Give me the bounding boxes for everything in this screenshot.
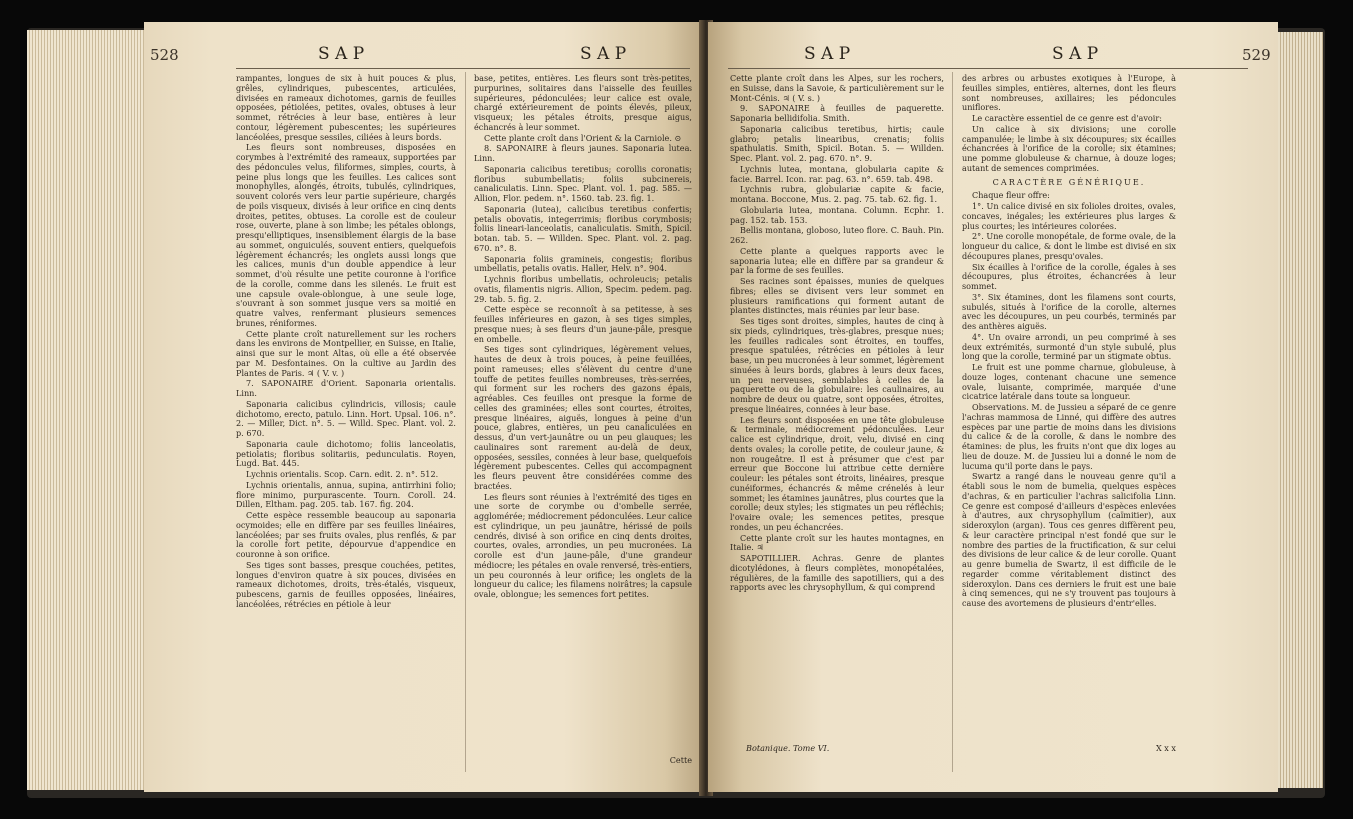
paragraph: Les fleurs sont nombreuses, disposées en corymbes à l'extrémité des rameaux, supportées par des pédoncules velus, filiformes, simples, courts, à peine plus longs que les feuilles. Les calices sont monophylles, alongés, étroits, tubulés, cylindriques, souvent colorés vers leur partie supérieure, chargés de poils visqueux, divisés à leur orifice en cinq dents droites, petites, obtuses. La corolle est de couleur rose, ouverte, plane à son limbe; les pétales oblongs, presqu'elliptiques, insensiblement élargis de la base au sommet, onguiculés, souvent entiers, quelquefois légèrement échancrés; les onglets aussi longs que les calices, munis d'un double appendice à leur sommet, d'où résulte une petite couronne à l'orifice de la corolle, comme dans les silenés. Le fruit est une capsule ovale-oblongue, à une seule loge, s'ouvrant à son sommet jusque vers sa moitié en quatre valves, renfermant plusieurs semences brunes, réniformes. xyxy=(236,142,456,328)
left-running-head-right: S A P xyxy=(580,44,627,64)
signature-box xyxy=(962,744,1176,756)
volume-footer: Botanique. Tome VI. xyxy=(746,744,830,753)
catchword-box xyxy=(474,756,692,768)
paragraph: Un calice à six divisions; une corolle campanulée; le limbe à six découpures; six écailles échancrées à l'orifice de la corolle; six étamines; une pomme globuleuse & charnue, à douze loges; autant de semences comprimées. xyxy=(962,123,1176,173)
left-running-head-left: S A P xyxy=(318,44,365,64)
left-page-stack xyxy=(27,30,147,790)
paragraph: SAPOTILLIER. Achras. Genre de plantes dicotylédones, à fleurs complètes, monopétalées, régulières, de la famille des sapotilliers, qui a des rapports avec les chrysophyllum, & qui comprend xyxy=(730,553,944,593)
left-column-2 xyxy=(474,74,692,754)
paragraph: Chaque fleur offre: xyxy=(972,190,1050,201)
paragraph: Lychnis floribus umbellatis, ochroleucis; petalis ovatis, filamentis nigris. Allion, Specim. pedem. pag. 29. tab. 5. fig. 2. xyxy=(474,274,692,304)
paragraph: Saponaria foliis gramineis, congestis; floribus umbellatis, petalis ovatis. Haller, Helv. n°. 904. xyxy=(474,253,692,274)
paragraph: Bellis montana, globoso, luteo flore. C. Bauh. Pin. 262. xyxy=(730,225,944,245)
paragraph: Observations. M. de Jussieu a séparé de ce genre l'achras mammosa de Linné, qui diffère des autres espèces par une partie de moins dans les divisions du calice & de la corolle, & dans le nombre des étamines: de plus, les fruits n'ont que dix loges au lieu de douze. M. de Jussieu lui a donné le nom de lucuma qu'il porte dans le pays. xyxy=(962,402,1176,471)
paragraph: 8. SAPONAIRE à fleurs jaunes. Saponaria lutea. Linn. xyxy=(474,143,692,163)
signature-mark: X x x xyxy=(1155,744,1176,753)
paragraph: Saponaria calicibus teretibus, hirtis; caule glabro; petalis linearibus, crenatis; foliis spathulatis. Smith, Spicil. Botan. 5. — Willden. Spec. Plant. vol. 2. pag. 670. n°. 9. xyxy=(730,123,944,163)
paragraph: Lychnis lutea, montana, globularia capite & facie. Barrel. Icon. rar. pag. 63. n°. 659. tab. 498. xyxy=(730,163,944,184)
paragraph: Cette plante a quelques rapports avec le saponaria lutea; elle en diffère par sa grandeur & par la forme de ses feuilles. xyxy=(730,245,944,276)
paragraph: 4°. Un ovaire arrondi, un peu comprimé à ses deux extrémités, surmonté d'un style subulé, plus long que la corolle, terminé par un stigmate obtus. xyxy=(962,331,1176,362)
paragraph: Saponaria caule dichotomo; foliis lanceolatis, petiolatis; floribus solitariis, pedunculatis. Royen, Lugd. Bat. 445. xyxy=(236,438,456,469)
paragraph: Six écailles à l'orifice de la corolle, égales à ses découpures, plus étroites, échancrées à leur sommet. xyxy=(962,261,1176,291)
right-column-1 xyxy=(730,74,944,742)
paragraph: Ses racines sont épaisses, munies de quelques fibres; elles se divisent vers leur sommet en plusieurs ramifications qui forment autant de plantes distinctes, mais réunies par leur base. xyxy=(730,276,944,316)
paragraph: Ses tiges sont cylindriques, légèrement velues, hautes de deux à trois pouces, à peine feuillées, point rameuses; elles s'élèvent du centre d'une touffe de petites feuilles nombreuses, très-serrées, qui forment sur les rochers des gazons épais, agréables. Ces feuilles ont presque la forme de celles des graminées; elles sont courtes, étroites, presque linéaires, aiguës, longues à peine d'un pouce, glabres, entières, un peu canaliculées en dessus, d'un vert-jaunâtre ou un peu glauques; les caulinaires sont rarement au-delà de deux, opposées, sessiles, connées à leur base, quelquefois légèrement pubescentes. Celles qui accompagnent les fleurs peuvent être considérées comme des bractées. xyxy=(474,344,692,491)
paragraph: Saponaria (lutea), calicibus teretibus confertis; petalis obovatis, integerrimis; floribus corymbosis; foliis lineari-lanceolatis, canaliculatis. Smith, Spicil. botan. tab. 5. — Willden. Spec. Plant. vol. 2. pag. 670. n°. 8. xyxy=(474,203,692,253)
paragraph: Les fleurs sont réunies à l'extrémité des tiges en une sorte de corymbe ou d'ombelle serrée, agglomérée; médiocrement pédonculées. Leur calice est cylindrique, un peu jaunâtre, hérissé de poils cendrés, divisé à son orifice en cinq dents droites, courtes, ovales, arrondies, un peu mucronées. La corolle est d'un jaune-pâle, d'une grandeur médiocre; les pétales en ovale renversé, très-entiers, un peu couronnés à leur orifice; les onglets de la longueur du calice; les filamens noirâtres; la capsule ovale, oblongue; les semences fort petites. xyxy=(474,491,692,599)
paragraph: Saponaria calicibus cylindricis, villosis; caule dichotomo, erecto, patulo. Linn. Hort. Upsal. 106. n°. 2. — Miller, Dict. n°. 5. — Willd. Spec. Plant. vol. 2. p. 670. xyxy=(236,398,456,438)
paragraph: Saponaria calicibus teretibus; corollis coronatis; floribus subumbellatis; foliis subcinereis, canaliculatis. Linn. Spec. Plant. vol. 1. pag. 585. — Allion, Flor. pedem. n°. 1560. tab. 23. fig. 1. xyxy=(474,163,692,203)
paragraph: Ses tiges sont basses, presque couchées, petites, longues d'environ quatre à six pouces, divisées en rameaux dichotomes, droits, très-étalés, visqueux, pubescens, garnis de feuilles opposées, linéaires, lancéolées, rétrécies en pétiole à leur xyxy=(236,559,456,609)
header-rule xyxy=(236,68,690,69)
left-page-number: 528 xyxy=(150,46,179,64)
paragraph: Swartz a rangé dans le nouveau genre qu'il a établi sous le nom de bumelia, quelques espèces d'achras, & en particulier l'achras salicifolia Linn. Ce genre est composé d'ailleurs d'espèces enlevées à d'autres, aux chrysophyllum (caïmitier), aux sideroxylon (argan). Tous ces genres diffèrent peu, & leur caractère principal n'est fondé que sur le nombre des parties de la fructification, & sur celui des divisions de leur calice & de leur corolle. Quant au genre bumelia de Swartz, il est difficile de le regarder comme véritablement distinct des sideroxylon. Dans ces derniers le fruit est une baie à cinq semences, qui ne s'y trouvent pas toujours à cause des avortemens de plusieurs d'entr'elles. xyxy=(962,471,1176,608)
catchword: Cette xyxy=(669,756,692,765)
section-heading: CARACTÈRE GÉNÉRIQUE. xyxy=(992,176,1146,187)
open-book xyxy=(27,14,1335,814)
paragraph: 2°. Une corolle monopétale, de forme ovale, de la longueur du calice, & dont le limbe est divisé en six découpures planes, presqu'ovales. xyxy=(962,231,1176,261)
paragraph: Globularia lutea, montana. Column. Ecphr. 1. pag. 152. tab. 153. xyxy=(730,204,944,225)
paragraph: Lychnis orientalis. Scop. Carn. edit. 2. n°. 512. xyxy=(246,469,439,479)
column-divider xyxy=(465,72,466,772)
paragraph: des arbres ou arbustes exotiques à l'Europe, à feuilles simples, entières, alternes, dont les fleurs sont nombreuses, axillaires; les pédoncules uniflores. xyxy=(962,74,1176,113)
paragraph: Cette plante croît naturellement sur les rochers dans les environs de Montpellier, en Suisse, en Italie, ainsi que sur le mont Altas, où elle a été observée par M. Desfontaines. On la cultive au Jardin des Plantes de Paris. ♃ ( V. v. ) xyxy=(236,328,456,378)
paragraph: Cette plante croît dans l'Orient & la Carniole. ⊙ xyxy=(484,132,682,143)
header-rule xyxy=(728,68,1248,69)
right-column-2 xyxy=(962,74,1176,742)
paragraph: Les fleurs sont disposées en une tête globuleuse & terminale, médiocrement pédonculées. Leur calice est cylindrique, droit, velu, divisé en cinq dents ovales; la corolle petite, de couleur jaune, & non rougeâtre. Il est à présumer que c'est par erreur que Boccone lui attribue cette dernière couleur: les pétales sont étroits, linéaires, presque cunéiformes, échancrés & même crénelés à leur sommet; les étamines jaunâtres, plus courtes que la corolle; deux styles; les stigmates un peu réfléchis; l'ovaire ovale; les semences petites, presque rondes, un peu échancrées. xyxy=(730,414,944,532)
left-page xyxy=(144,22,704,792)
paragraph: Lychnis rubra, globulariæ capite & facie, montana. Boccone, Mus. 2. pag. 75. tab. 62. fig. 1. xyxy=(730,184,944,204)
paragraph: Le caractère essentiel de ce genre est d'avoir: xyxy=(972,113,1162,123)
paragraph: Lychnis orientalis, annua, supina, antirrhini folio; flore minimo, purpurascente. Tourn. Coroll. 24. Dillen, Eltham. pag. 205. tab. 167. fig. 204. xyxy=(236,479,456,510)
paragraph: Ses tiges sont droites, simples, hautes de cinq à six pieds, cylindriques, très-glabres, presque nues; les feuilles radicales sont étroites, en touffes, presque spatulées, rétrécies en pétioles à leur base, un peu mucronées à leur sommet, légèrement sinuées à leurs bords, glabres à leurs deux faces, un peu nerveuses, semblables à celles de la paquerette ou de la globulaire: les caulinaires, au nombre de deux ou quatre, sont opposées, étroites, presque linéaires, connées à leur base. xyxy=(730,316,944,414)
column-divider xyxy=(952,72,953,772)
right-running-head-right: S A P xyxy=(1052,44,1099,64)
volume-footer-box xyxy=(746,744,936,756)
right-page xyxy=(708,22,1278,792)
right-running-head-left: S A P xyxy=(804,44,851,64)
paragraph: Cette plante croît dans les Alpes, sur les rochers, en Suisse, dans la Savoie, & particulièrement sur le Mont-Cénis. ♃ ( V. s. ) xyxy=(730,74,944,103)
paragraph: Cette espèce se reconnoît à sa petitesse, à ses feuilles inférieures en gazon, à ses tiges simples, presque nues; à ses fleurs d'un jaune-pâle, presque en ombelle. xyxy=(474,304,692,344)
paragraph: Le fruit est une pomme charnue, globuleuse, à douze loges, contenant chacune une semence ovale, luisante, comprimée, marquée d'une cicatrice latérale dans toute sa longueur. xyxy=(962,362,1176,402)
paragraph: 1°. Un calice divisé en six folioles droites, ovales, concaves, inégales; les extérieures plus larges & plus courtes; les intérieures colorées. xyxy=(962,201,1176,231)
paragraph: Cette plante croît sur les hautes montagnes, en Italie. ♃ xyxy=(730,532,944,553)
paragraph: 9. SAPONAIRE à feuilles de paquerette. Saponaria bellidifolia. Smith. xyxy=(730,103,944,123)
paragraph: Cette espèce ressemble beaucoup au saponaria ocymoides; elle en diffère par ses feuilles linéaires, lancéolées; par ses fruits ovales, plus renflés, & par la corolle fort petite, dépourvue d'appendice en couronne à son orifice. xyxy=(236,510,456,559)
paragraph: 3°. Six étamines, dont les filamens sont courts, subulés, situés à l'orifice de la corolle, alternes avec les découpures, un peu courbés, terminés par des anthères aiguës. xyxy=(962,291,1176,331)
right-page-number: 529 xyxy=(1242,46,1271,64)
paragraph: 7. SAPONAIRE d'Orient. Saponaria orientalis. Linn. xyxy=(236,378,456,398)
paragraph: rampantes, longues de six à huit pouces & plus, grêles, cylindriques, pubescentes, articulées, divisées en rameaux dichotomes, garnis de feuilles opposées, pétiolées, petites, ovales, obtuses à leur sommet, rétrécies à leur base, entières à leur contour, légèrement pubescentes; les supérieures lancéolées, presque sessiles, ciliées à leurs bords. xyxy=(236,74,456,142)
paragraph: base, petites, entières. Les fleurs sont très-petites, purpurines, solitaires dans l'aisselle des feuilles supérieures, pédonculées; leur calice est ovale, chargé extérieurement de points élevés, pileux, visqueux; les pétales étroits, presque aigus, échancrés à leur sommet. xyxy=(474,74,692,132)
right-page-stack xyxy=(1275,32,1323,788)
left-column-1 xyxy=(236,74,456,779)
